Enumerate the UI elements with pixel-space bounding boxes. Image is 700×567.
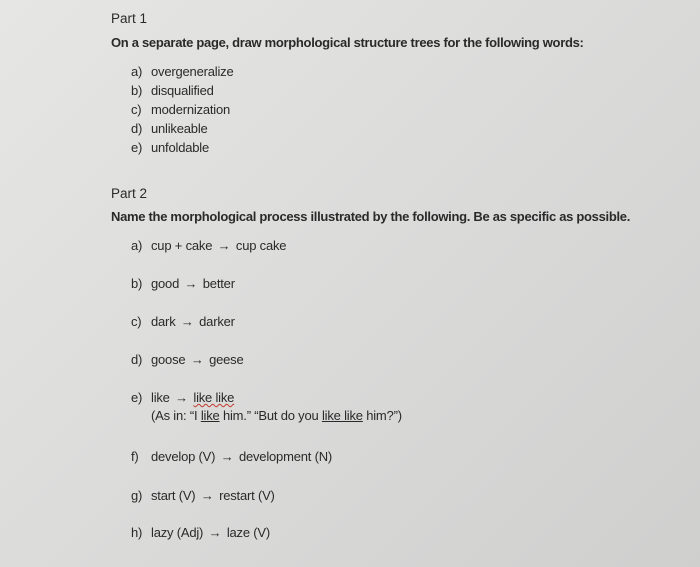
item-left: dark: [151, 314, 176, 329]
item-text: unfoldable: [151, 140, 209, 155]
part2-item-f: [131, 449, 332, 464]
item-text: disqualified: [151, 83, 214, 98]
item-text: unlikeable: [151, 121, 208, 136]
item-left: lazy (Adj): [151, 525, 204, 540]
part2-instruction: Name the morphological process illustrated by the following. Be as specific as possible.: [111, 209, 631, 224]
part2-item-e: [131, 390, 234, 405]
item-label: b): [131, 83, 143, 98]
item-right: cup cake: [235, 238, 287, 253]
part2-title: Part 2: [111, 186, 148, 201]
part2-item-h: [131, 525, 270, 540]
right-arrow-icon: →: [175, 390, 188, 405]
note-text: him?”): [362, 408, 402, 423]
item-right: geese: [209, 352, 244, 367]
part2-item-a: [131, 238, 286, 253]
part1-item-d: [131, 121, 208, 136]
right-arrow-icon: →: [184, 276, 198, 291]
item-label: h): [131, 525, 143, 540]
item-label: d): [131, 352, 143, 367]
note-word: like: [200, 408, 220, 423]
item-label: b): [131, 276, 143, 291]
item-left: goose: [151, 352, 186, 367]
item-right: better: [202, 276, 235, 291]
item-left: develop (V): [151, 449, 216, 464]
item-left: start (V): [151, 488, 196, 503]
part1-item-a: [131, 64, 233, 79]
right-arrow-icon: →: [217, 238, 231, 253]
item-label: e): [131, 390, 143, 405]
item-right: restart (V): [219, 488, 275, 503]
item-label: e): [131, 140, 143, 155]
item-label: c): [131, 314, 142, 329]
item-right: development (N): [238, 449, 333, 464]
part2-item-e-note: [151, 408, 402, 423]
part1-instruction: On a separate page, draw morphological structure trees for the following words:: [111, 35, 584, 50]
part1-item-c: [131, 102, 230, 117]
note-word: like like: [321, 408, 363, 423]
item-right: darker: [199, 314, 235, 329]
note-text: him.” “But do you: [219, 408, 322, 423]
item-label: g): [131, 488, 143, 503]
item-label: f): [131, 449, 139, 464]
part2-item-b: [131, 276, 235, 291]
part1-item-b: [131, 83, 214, 98]
right-arrow-icon: →: [208, 525, 222, 540]
item-text: modernization: [151, 102, 231, 117]
note-text: (As in: “I: [151, 408, 201, 423]
item-right: like like: [193, 390, 235, 405]
right-arrow-icon: →: [180, 314, 194, 329]
part2-item-d: [131, 352, 244, 367]
item-right: laze (V): [226, 525, 271, 540]
item-label: c): [131, 102, 142, 117]
item-left: like: [151, 390, 170, 405]
item-label: d): [131, 121, 143, 136]
right-arrow-icon: →: [220, 449, 234, 464]
item-text: overgeneralize: [151, 64, 234, 79]
right-arrow-icon: →: [200, 488, 214, 503]
item-label: a): [131, 238, 143, 253]
item-label: a): [131, 64, 143, 79]
part2-item-g: [131, 488, 275, 503]
part1-item-e: [131, 140, 209, 155]
part1-title: Part 1: [111, 11, 148, 26]
right-arrow-icon: →: [190, 352, 204, 367]
part2-item-c: [131, 314, 235, 329]
item-left: good: [151, 276, 180, 291]
item-left: cup + cake: [151, 238, 213, 253]
